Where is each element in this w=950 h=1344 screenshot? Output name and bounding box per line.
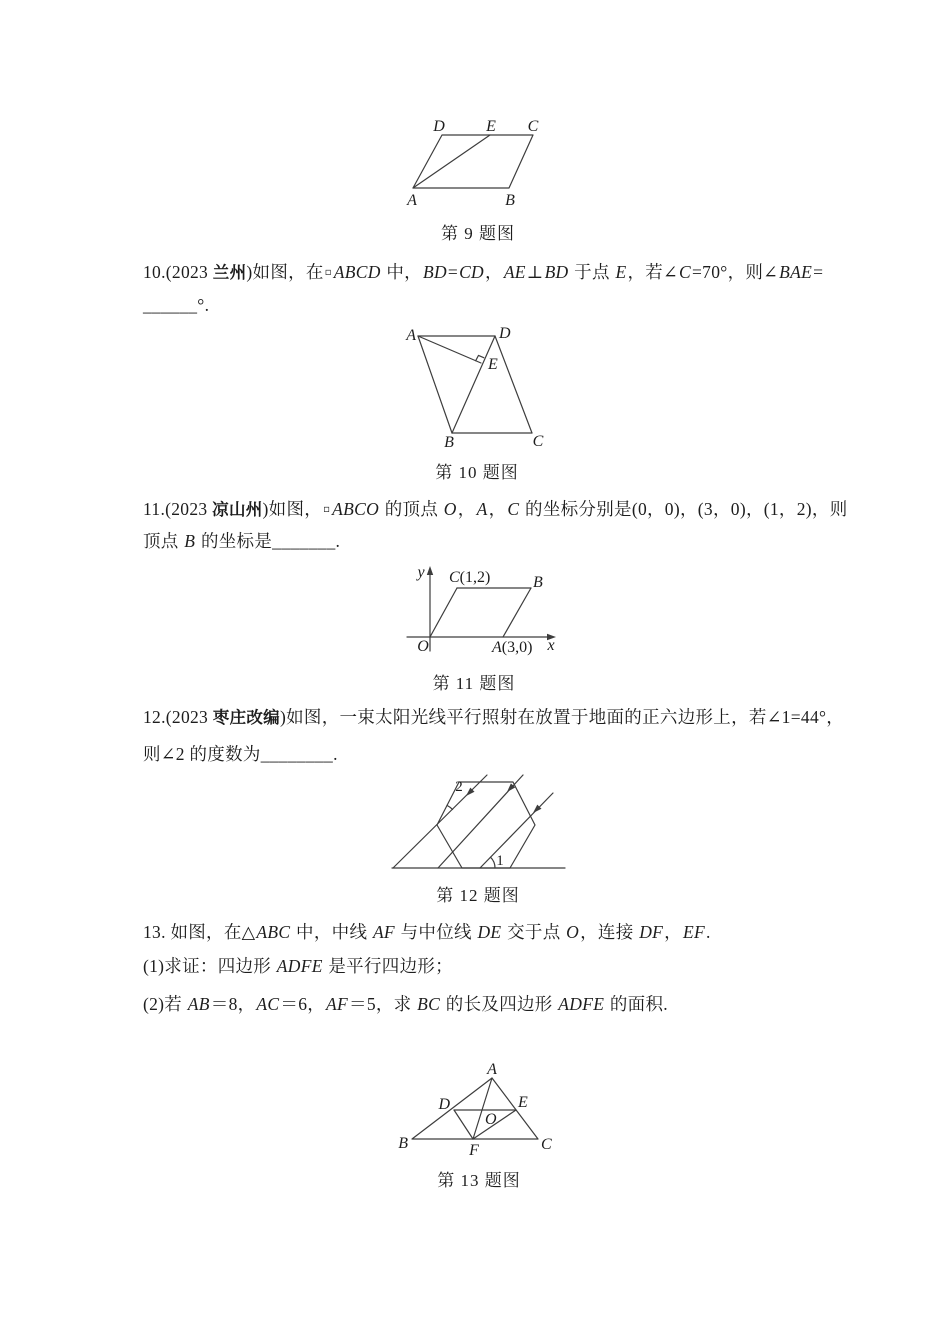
text-run: 11.(2023 xyxy=(143,499,213,519)
figure-9-parallelogram-abcd xyxy=(390,112,560,212)
fig11-label-x: x xyxy=(547,637,555,654)
text-run: 10.(2023 xyxy=(143,262,213,282)
text-run: 是平行四边形； xyxy=(323,956,453,976)
figure-12-caption: 第 12 题图 xyxy=(436,886,520,905)
math-variable: AE xyxy=(503,262,526,282)
text-run: 交于点 xyxy=(502,922,566,942)
text-run: 中， xyxy=(381,262,422,282)
problem-10-line-1 xyxy=(143,261,823,284)
fig13-label-c: C xyxy=(541,1136,552,1153)
text-run: 中，中线 xyxy=(291,922,372,942)
fig13-label-o: O xyxy=(485,1111,497,1128)
math-variable: ABCD xyxy=(333,262,381,282)
fig13-label-e: E xyxy=(518,1094,528,1111)
fig10-edge-ab xyxy=(418,336,452,433)
math-variable: AB xyxy=(187,994,210,1014)
fig13-label-d: D xyxy=(438,1096,450,1113)
math-variable: ABCO xyxy=(332,499,380,519)
figure-13-triangle-abc-median xyxy=(393,1058,561,1160)
figure-9-caption: 第 9 题图 xyxy=(441,224,515,243)
figure-11-coordinate-parallelogram xyxy=(400,558,562,658)
fig9-label-c: C xyxy=(527,118,539,135)
fig11-label-c-with-coords: C(1,2) xyxy=(449,569,491,586)
fig10-label-d: D xyxy=(499,325,511,342)
math-variable: A xyxy=(476,499,488,519)
text-run: ⊥ xyxy=(526,262,544,282)
fig10-label-a: A xyxy=(406,327,416,344)
problem-11-line-2 xyxy=(143,530,340,552)
math-variable: ADFE xyxy=(276,956,323,976)
math-variable: AF xyxy=(372,922,395,942)
text-run: 的坐标分别是(0，0)，(3，0)，(1，2)，则 xyxy=(520,499,848,519)
problem-11-line-1 xyxy=(143,498,848,521)
fig13-label-a: A xyxy=(487,1061,497,1078)
text-run: = xyxy=(447,262,459,282)
fig12-angle-2-arc xyxy=(447,805,453,809)
problem-13-line-2 xyxy=(143,955,453,977)
math-variable: BAE xyxy=(779,262,813,282)
math-variable: B xyxy=(184,531,196,551)
text-run: 的顶点 xyxy=(380,499,443,519)
fig10-edge-dc xyxy=(495,336,532,433)
text-run: . xyxy=(705,922,711,942)
fig9-label-b: B xyxy=(505,192,515,209)
fig11-label-o: O xyxy=(417,638,429,655)
text-run: 12.(2023 xyxy=(143,707,213,727)
fig11-y-axis-arrowhead xyxy=(427,566,433,575)
fig9-segment-ae xyxy=(413,135,490,188)
math-variable: ABC xyxy=(256,922,291,942)
text-run: ，连接 xyxy=(580,922,639,942)
math-variable: CD xyxy=(459,262,484,282)
math-variable: EF xyxy=(682,922,705,942)
text-run: 的长及四边形 xyxy=(441,994,558,1014)
figure-10-caption: 第 10 题图 xyxy=(435,463,519,482)
text-run: )如图，一束太阳光线平行照射在放置于地面的正六边形上，若∠1=44°， xyxy=(279,707,845,727)
fig12-angle-1-label: 1 xyxy=(496,853,504,869)
fig13-label-f: F xyxy=(469,1142,479,1159)
fig11-edge-oc xyxy=(430,588,457,637)
math-variable: C xyxy=(507,499,520,519)
text-run: 顶点 xyxy=(143,531,184,551)
figure-12-hexagon-sun-rays xyxy=(385,768,575,874)
fig13-segment-df xyxy=(454,1110,473,1139)
fig10-diagonal-bd xyxy=(452,336,495,433)
fig9-label-e: E xyxy=(486,118,496,135)
fig12-angle-1-arc xyxy=(491,857,496,868)
text-run: ，若∠ xyxy=(627,262,679,282)
figure-10-quadrilateral-abcd xyxy=(395,322,560,452)
text-run: ， xyxy=(457,499,476,519)
math-variable: BD xyxy=(544,262,569,282)
text-run: (2)若 xyxy=(143,994,187,1014)
fig9-label-d: D xyxy=(433,118,445,135)
math-variable: DE xyxy=(477,922,502,942)
text-run: 凉山州 xyxy=(212,501,263,519)
fig13-label-b: B xyxy=(398,1135,408,1152)
fig10-label-b: B xyxy=(444,434,454,451)
math-variable: BC xyxy=(417,994,441,1014)
fig12-angle-2-label: 2 xyxy=(455,779,463,795)
fig9-label-a: A xyxy=(407,192,417,209)
fig12-sun-ray-1 xyxy=(393,775,487,868)
problem-12-line-2 xyxy=(143,743,338,765)
text-run: 的面积. xyxy=(605,994,668,1014)
text-run: ， xyxy=(485,262,503,282)
text-run: =70°，则∠ xyxy=(692,262,779,282)
problem-13-line-1 xyxy=(143,921,711,943)
text-run: 兰州 xyxy=(212,264,247,282)
fig11-edge-ba xyxy=(503,588,531,637)
fig13-median-af xyxy=(473,1078,492,1139)
math-variable: O xyxy=(566,922,580,942)
fig11-label-y: y xyxy=(417,564,425,581)
fig10-segment-ae xyxy=(418,336,481,363)
figure-13-caption: 第 13 题图 xyxy=(437,1171,521,1190)
fig10-right-angle-mark xyxy=(476,355,484,360)
problem-10-line-2 xyxy=(143,294,209,316)
text-run: 枣庄改编 xyxy=(212,709,280,727)
math-variable: DF xyxy=(639,922,664,942)
text-run: 于点 xyxy=(569,262,615,282)
text-run: )如图，在 xyxy=(246,262,324,282)
math-variable: O xyxy=(443,499,457,519)
text-run: 与中位线 xyxy=(395,922,477,942)
text-run: 13. 如图，在△ xyxy=(143,922,256,942)
text-run: ＝6， xyxy=(280,994,326,1014)
fig9-parallelogram-outline xyxy=(413,135,533,188)
text-run: ， xyxy=(664,922,682,942)
text-run: 的坐标是_______. xyxy=(196,531,341,551)
math-variable: AF xyxy=(326,994,349,1014)
fig12-hexagon-outline xyxy=(437,782,535,868)
text-run: ， xyxy=(488,499,507,519)
math-variable: AC xyxy=(256,994,280,1014)
parallelogram-symbol: ▫ xyxy=(323,503,331,515)
fig10-label-e: E xyxy=(488,356,498,373)
fig11-label-b: B xyxy=(533,574,543,591)
text-run: = xyxy=(813,262,824,282)
fig10-label-c: C xyxy=(532,433,544,450)
math-variable: C xyxy=(679,262,692,282)
math-variable: ADFE xyxy=(558,994,605,1014)
text-run: 则∠2 的度数为________. xyxy=(143,744,338,764)
fig11-label-a-with-coords: A(3,0) xyxy=(492,639,533,656)
problem-12-line-1 xyxy=(143,706,844,729)
figure-11-caption: 第 11 题图 xyxy=(432,674,516,693)
text-run: ______°. xyxy=(143,295,210,315)
math-variable: E xyxy=(615,262,627,282)
problem-13-line-3 xyxy=(143,993,668,1015)
text-run: )如图， xyxy=(262,499,323,519)
text-run: ＝8， xyxy=(210,994,256,1014)
parallelogram-symbol: ▫ xyxy=(324,266,332,278)
text-run: (1)求证：四边形 xyxy=(143,956,276,976)
math-variable: BD xyxy=(422,262,447,282)
text-run: ＝5，求 xyxy=(349,994,417,1014)
